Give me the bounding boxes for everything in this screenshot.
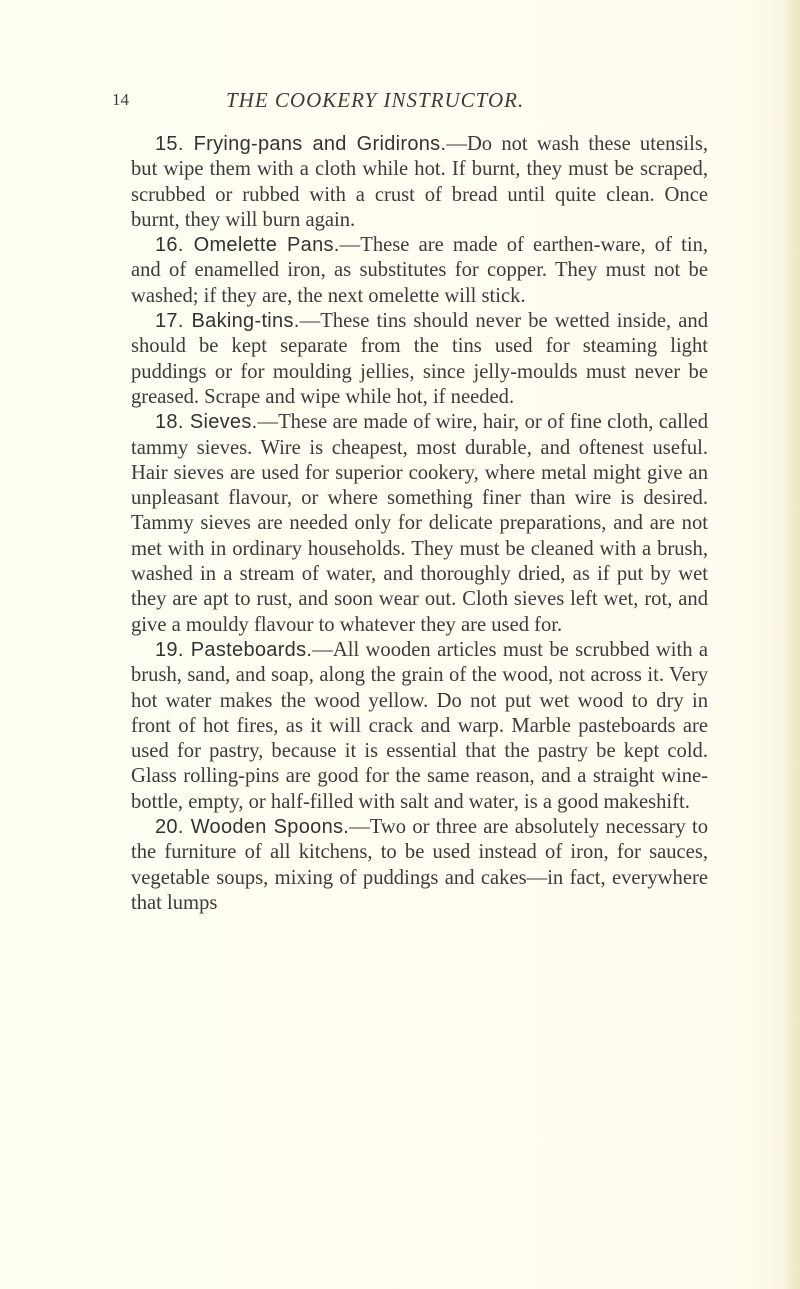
section-heading xyxy=(155,234,340,256)
section-paragraph xyxy=(131,132,708,233)
section-number: 19. xyxy=(155,638,184,661)
section-paragraph xyxy=(131,638,708,815)
page-number: 14 xyxy=(112,90,129,109)
section-text: —These are made of wire, hair, or of fine cloth, called tammy sieves. Wire is cheapest, most durable, and oftenest useful. Hair sieves are used for superior cookery, where metal might give an unpleasant flavour, or where something finer than wire is desired. Tammy sieves are needed only for delicate preparations, and are not met with in ordinary households. They must be cleaned with a brush, washed in a stream of water, and thoroughly dried, as if put by wet they are apt to rust, and soon wear out. Cloth sieves left wet, rot, and give a mouldy flavour to whatever they are used for. xyxy=(131,411,708,636)
body-text xyxy=(131,132,708,916)
section-heading xyxy=(155,816,349,838)
section-text: —Do not wash these utensils, but wipe them with a cloth while hot. If burnt, they must be scraped, scrubbed or rubbed with a crust of bread until quite clean. Once burnt, they will burn again. xyxy=(131,133,708,231)
section-title: Wooden Spoons. xyxy=(190,816,350,839)
section-number: 20. xyxy=(155,816,184,839)
section-text: —These are made of earthen-ware, of tin, and of enamelled iron, as substitutes for copper. They must not be washed; if they are, the next omelette will stick. xyxy=(131,234,709,307)
section-number: 17. xyxy=(155,310,184,333)
section-text: —These tins should never be wetted inside, and should be kept separate from the tins used for steaming light puddings or for moulding jellies, since jelly-moulds must never be greased. Scrape and wipe while hot, if needed. xyxy=(131,310,708,408)
page-edge-shadow xyxy=(782,0,800,1289)
section-heading xyxy=(155,639,312,661)
section-title: Sieves. xyxy=(189,411,258,434)
section-heading xyxy=(155,133,446,155)
section-title: Pasteboards. xyxy=(190,638,313,661)
section-heading xyxy=(155,310,300,332)
section-paragraph xyxy=(131,309,708,410)
section-heading xyxy=(155,411,258,433)
section-number: 18. xyxy=(155,411,184,434)
section-paragraph xyxy=(131,233,708,309)
section-paragraph xyxy=(131,815,708,916)
section-text: —All wooden articles must be scrubbed with a brush, sand, and soap, along the grain of the wood, not across it. Very hot water makes the wood yellow. Do not put wet wood to dry in front of hot fires, as it will crack and warp. Marble pasteboards are used for pastry, because it is essential that the pastry be kept cold. Glass rolling-pins are good for the same reason, and a straight wine-bottle, empty, or half-filled with salt and water, is a good makeshift. xyxy=(131,638,708,813)
section-title: Baking-tins. xyxy=(191,310,300,333)
section-paragraph xyxy=(131,410,708,638)
section-text: —Two or three are absolutely necessary to the furniture of all kitchens, to be used instead of iron, for sauces, vegetable soups, mixing of puddings and cakes—in fact, everywhere that lumps xyxy=(131,816,709,914)
page-header xyxy=(112,88,772,118)
section-number: 16. xyxy=(155,234,184,257)
section-title: Omelette Pans. xyxy=(193,234,340,257)
running-head: THE COOKERY INSTRUCTOR. xyxy=(226,88,525,112)
section-title: Frying-pans and Gridirons. xyxy=(193,133,447,155)
section-number: 15. xyxy=(155,133,184,155)
